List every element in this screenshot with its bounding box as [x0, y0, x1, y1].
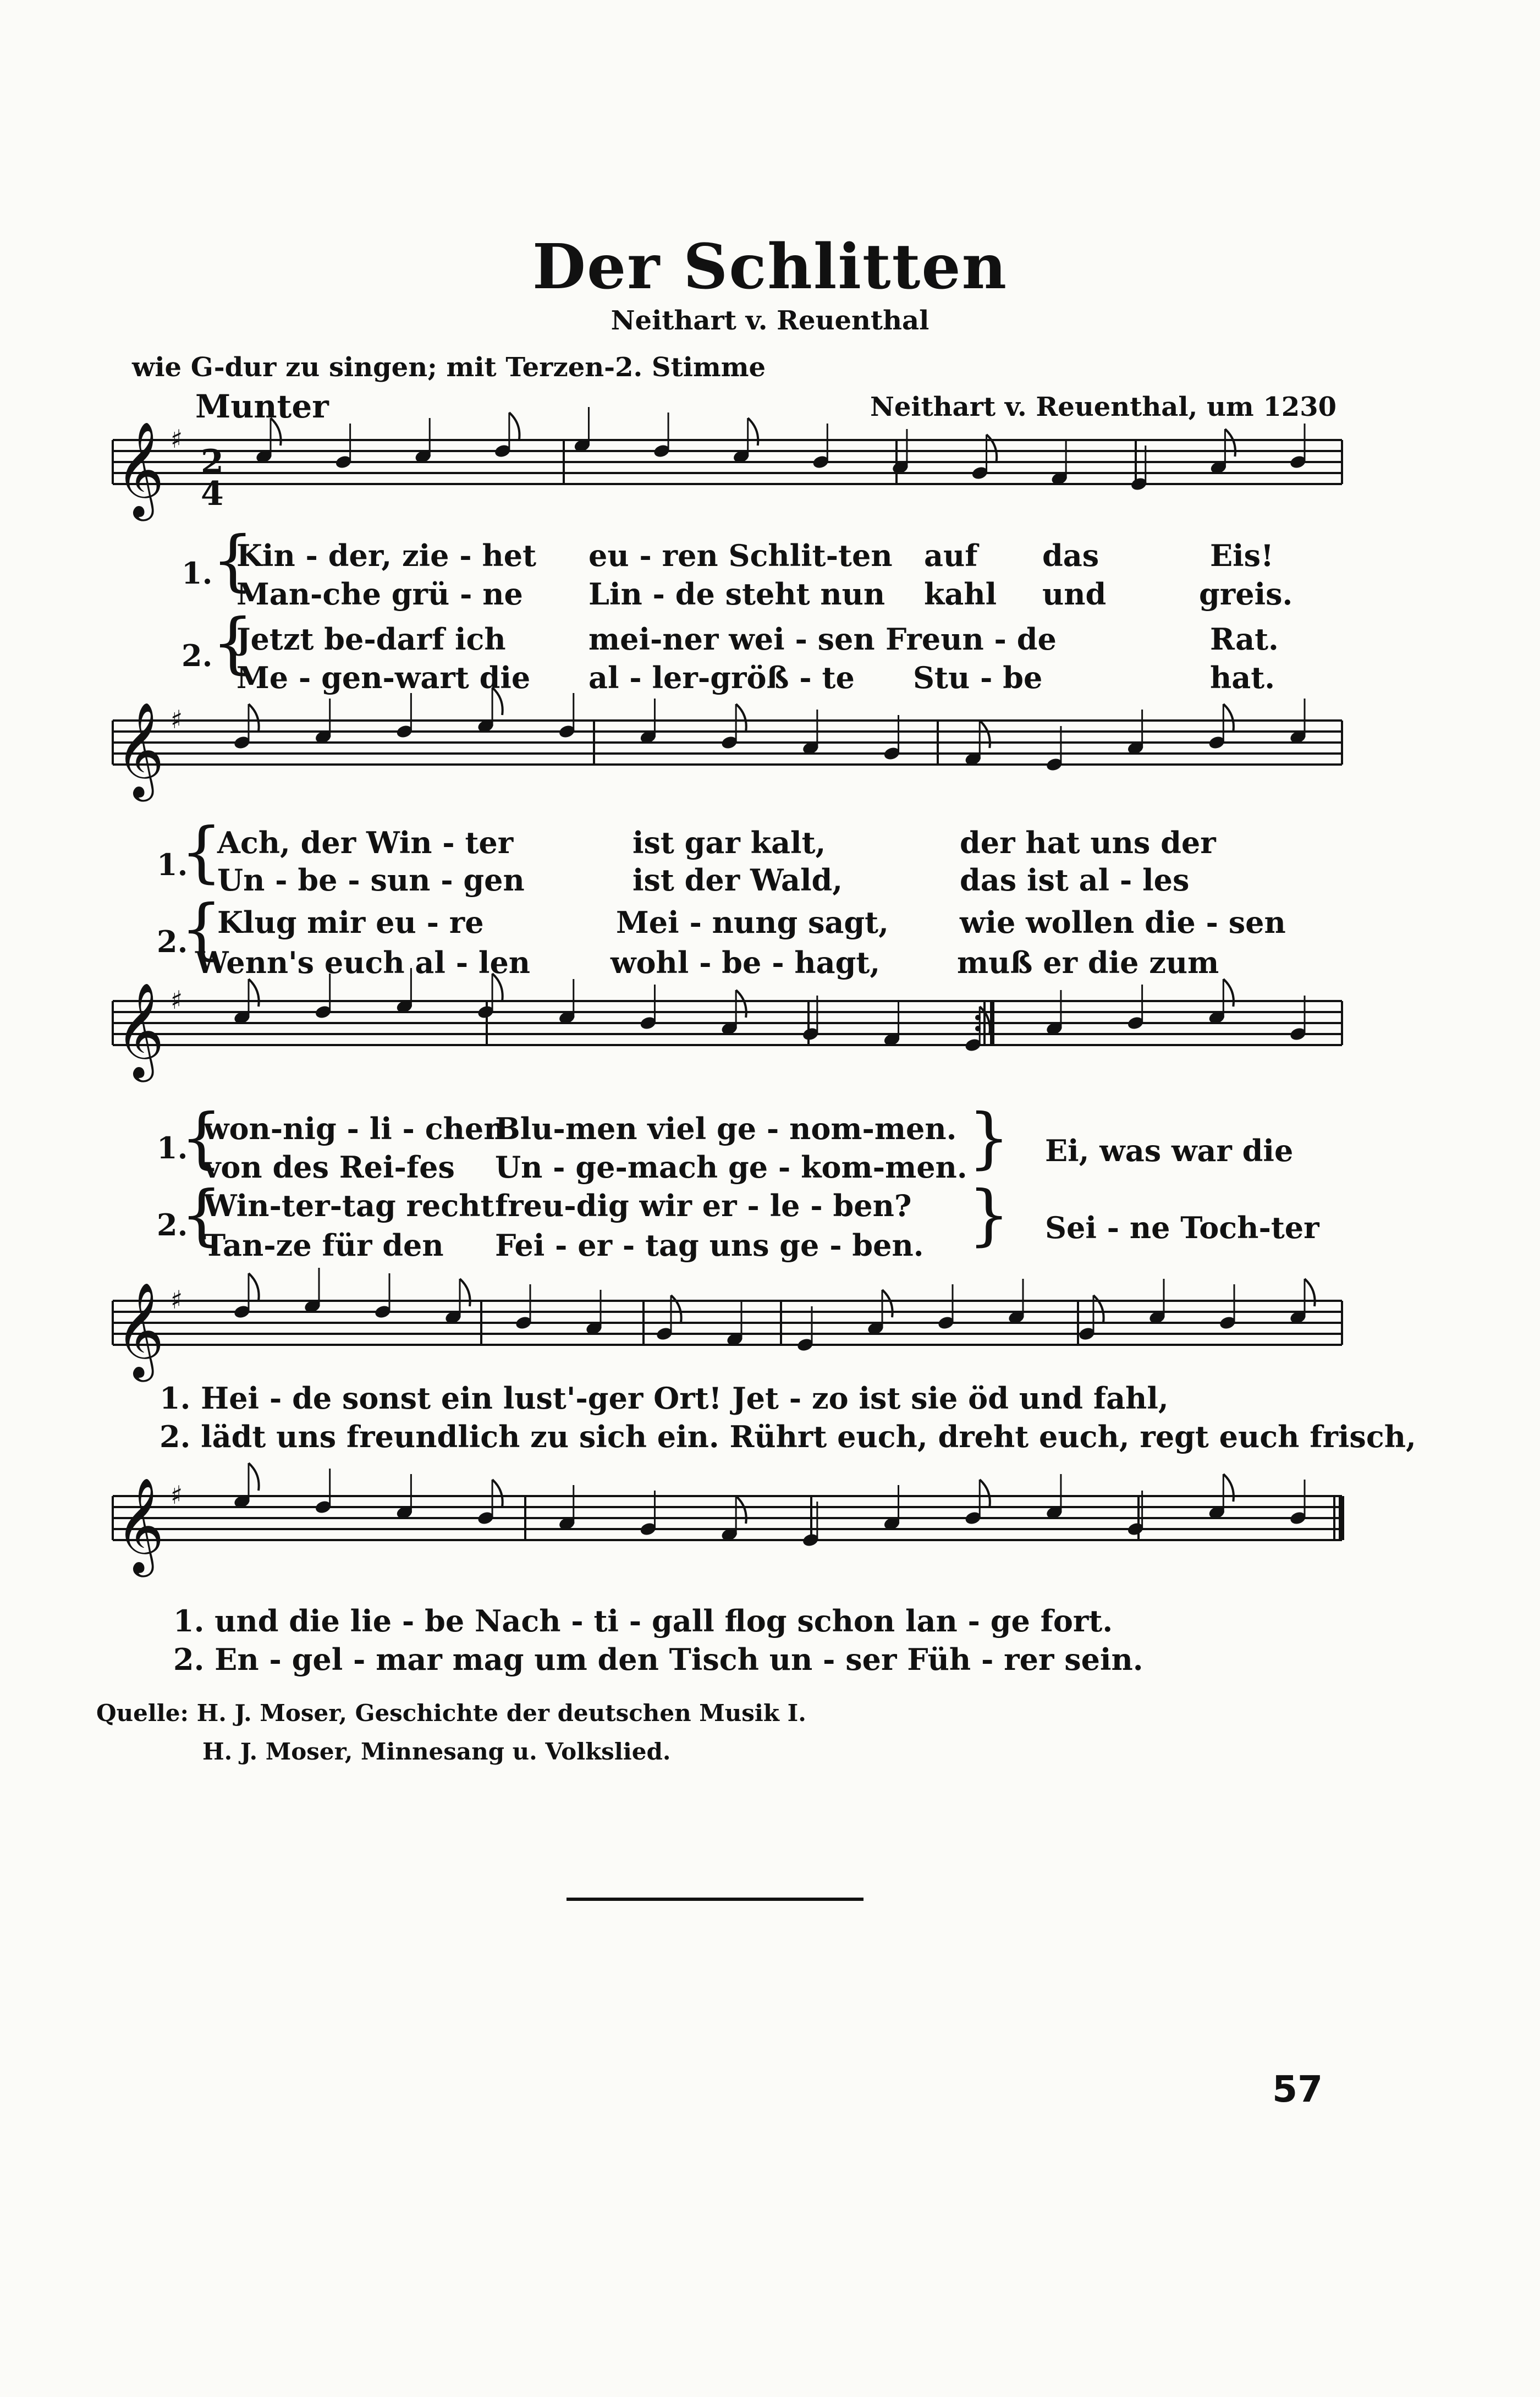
note-flag [980, 1007, 990, 1034]
note-flag [736, 704, 746, 732]
note-flag [736, 1496, 746, 1524]
note-flag [1225, 429, 1235, 457]
lyric-line: Wenn's euch al - len [195, 945, 531, 980]
note-head [891, 460, 909, 475]
note-flag [980, 1480, 990, 1507]
lyric-line: 2. lädt uns freundlich zu sich ein. Rührt euch, dreht euch, regt euch frisch, [160, 1419, 1416, 1454]
note-head [1007, 1310, 1025, 1325]
note-head [721, 1527, 739, 1542]
lyric-line: mei-ner wei - sen [588, 622, 875, 657]
verse-number-1: 1. [182, 556, 213, 591]
note-head [585, 1321, 603, 1336]
time-signature-top: 2 [201, 443, 224, 481]
note-head [883, 746, 901, 761]
performance-note: wie G-dur zu singen; mit Terzen-2. Stimme [132, 352, 766, 383]
lyric-line: eu - ren Schlit-ten [588, 538, 893, 573]
sharp-icon: ♯ [170, 1480, 183, 1510]
note-head [395, 1505, 414, 1520]
lyric-line: Rat. [1210, 622, 1279, 657]
note-head [796, 1337, 814, 1353]
note-head [937, 1315, 955, 1331]
note-head [721, 735, 739, 750]
note-head [573, 438, 591, 453]
note-flag [671, 1295, 681, 1323]
lyric-line: Jetzt be-darf ich [237, 622, 506, 657]
source-citation: H. J. Moser, Minnesang u. Volkslied. [202, 1738, 671, 1765]
lyric-line: ist der Wald, [632, 862, 843, 898]
note-head [655, 1326, 673, 1342]
note-flag [748, 418, 758, 446]
note-head [964, 1037, 982, 1053]
note-head [395, 999, 414, 1014]
lyric-line: Eis! [1210, 538, 1274, 573]
note-head [514, 1315, 532, 1331]
note-head [477, 1004, 495, 1020]
refrain-line: Ei, was war die [1045, 1133, 1294, 1168]
song-subtitle: Neithart v. Reuenthal [610, 305, 930, 336]
note-head [639, 1521, 657, 1537]
note-flag [1223, 979, 1234, 1007]
source-citation: Quelle: H. J. Moser, Geschichte der deutschen Musik I. [96, 1700, 806, 1727]
lyric-line: Me - gen-wart die [237, 660, 531, 695]
verse-number-2: 2. [157, 924, 188, 959]
note-head [1208, 735, 1226, 750]
note-flag [460, 1279, 470, 1306]
note-head [1209, 460, 1228, 475]
verse-brace: } [968, 1177, 1010, 1254]
note-head [1126, 1015, 1145, 1031]
note-head [721, 1021, 739, 1036]
note-head [558, 1516, 576, 1531]
note-head [1289, 1510, 1307, 1526]
refrain-line: Sei - ne Toch-ter [1045, 1210, 1319, 1245]
lyric-line: wohl - be - hagt, [610, 945, 881, 980]
lyric-line: Mei - nung sagt, [616, 905, 889, 940]
note-head [732, 449, 750, 464]
lyric-line: Blu-men viel ge - nom-men. [495, 1111, 957, 1146]
lyric-line: Win-ter-tag recht [204, 1188, 494, 1223]
verse-number-2: 2. [182, 638, 213, 673]
treble-clef-icon: 𝄞 [116, 1477, 164, 1573]
time-signature-bottom: 4 [201, 475, 224, 513]
lyric-line: Un - be - sun - gen [217, 862, 525, 898]
note-head [233, 1304, 251, 1320]
song-title: Der Schlitten [532, 231, 1008, 303]
note-head [314, 729, 332, 745]
note-head [1289, 1026, 1307, 1042]
note-head [255, 449, 273, 464]
lyric-line: won-nig - li - chen [204, 1111, 505, 1146]
verse-number-2: 2. [157, 1207, 188, 1243]
note-head [883, 1032, 901, 1047]
lyric-line: Stu - be [913, 660, 1043, 695]
note-head [1126, 1521, 1145, 1537]
lyric-line: hat. [1210, 660, 1275, 695]
final-barline [1339, 1496, 1344, 1540]
note-head [883, 1516, 901, 1531]
verse-brace: { [180, 814, 223, 890]
lyric-line: greis. [1199, 576, 1293, 612]
note-head [1045, 1505, 1063, 1520]
tempo-marking: Munter [195, 388, 329, 425]
divider-rule [566, 1898, 864, 1901]
note-head [373, 1304, 392, 1320]
note-head [1045, 1021, 1063, 1036]
treble-clef-icon: 𝄞 [116, 702, 164, 798]
note-head [558, 1010, 576, 1025]
verse-brace: { [180, 891, 223, 967]
note-head [477, 1510, 495, 1526]
note-head [812, 454, 830, 470]
treble-clef-icon: 𝄞 [116, 1282, 164, 1378]
lyric-line: von des Rei-fes [204, 1150, 455, 1185]
note-head [1077, 1326, 1096, 1342]
note-head [233, 1010, 251, 1025]
repeat-dot [975, 1015, 981, 1020]
note-head [964, 751, 982, 767]
note-head [801, 1026, 820, 1042]
note-head [1289, 729, 1307, 745]
note-head [233, 735, 251, 750]
note-head [1148, 1310, 1166, 1325]
repeat-barline [990, 1001, 994, 1045]
note-head [801, 740, 820, 756]
lyric-line: muß er die zum [957, 945, 1219, 980]
page-number: 57 [1272, 2068, 1323, 2110]
verse-brace: { [212, 523, 254, 599]
repeat-dot [975, 1026, 981, 1031]
lyric-line: Klug mir eu - re [217, 905, 484, 940]
lyric-line: 2. En - gel - mar mag um den Tisch un - ser Füh - rer sein. [173, 1642, 1143, 1677]
lyric-line: das [1042, 538, 1099, 573]
lyric-line: 1. Hei - de sonst ein lust'-ger Ort! Jet - zo ist sie öd und fahl, [160, 1381, 1169, 1416]
note-flag [1223, 704, 1234, 732]
note-head [1289, 1310, 1307, 1325]
note-flag [1093, 1295, 1104, 1323]
note-flag [249, 1463, 259, 1491]
note-flag [509, 413, 520, 440]
lyric-line: al - ler-größ - te [588, 660, 855, 695]
note-head [1045, 757, 1063, 772]
verse-brace: { [180, 1177, 223, 1254]
note-head [1126, 740, 1145, 756]
note-flag [1223, 1474, 1234, 1502]
note-head [725, 1332, 744, 1347]
lyric-line: ist gar kalt, [632, 825, 826, 860]
note-head [1050, 471, 1069, 486]
lyric-line: Freun - de [886, 622, 1057, 657]
note-flag [980, 721, 990, 748]
lyric-line: Kin - der, zie - het [237, 538, 537, 573]
note-head [558, 724, 576, 739]
note-head [964, 1510, 982, 1526]
note-flag [1305, 1279, 1315, 1306]
verse-number-1: 1. [157, 847, 188, 882]
lyric-line: freu-dig wir er - le - ben? [495, 1188, 912, 1223]
note-head [444, 1310, 462, 1325]
note-head [334, 454, 353, 470]
lyric-line: Tan-ze für den [204, 1228, 444, 1263]
note-flag [987, 435, 997, 462]
note-flag [736, 990, 746, 1018]
note-head [1218, 1315, 1236, 1331]
note-head [1208, 1505, 1226, 1520]
lyric-line: der hat uns der [960, 825, 1216, 860]
lyric-line: Man-che grü - ne [237, 576, 523, 612]
lyric-line: auf [924, 538, 978, 573]
note-head [639, 729, 657, 745]
lyric-line: Un - ge-mach ge - kom-men. [495, 1150, 967, 1185]
note-head [303, 1299, 321, 1314]
sharp-icon: ♯ [170, 705, 183, 734]
lyric-line: 1. und die lie - be Nach - ti - gall flog schon lan - ge fort. [173, 1603, 1113, 1639]
note-head [493, 443, 512, 459]
sharp-icon: ♯ [170, 1285, 183, 1315]
note-head [1289, 454, 1307, 470]
note-flag [882, 1290, 893, 1317]
note-head [414, 449, 432, 464]
sharp-icon: ♯ [170, 985, 183, 1015]
lyric-line: das ist al - les [960, 862, 1190, 898]
note-head [866, 1321, 884, 1336]
sharp-icon: ♯ [170, 424, 183, 454]
note-head [801, 1532, 820, 1548]
note-head [395, 724, 414, 739]
lyric-line: und [1042, 576, 1107, 612]
note-head [1130, 476, 1148, 492]
lyric-line: Lin - de steht nun [588, 576, 886, 612]
note-head [639, 1015, 657, 1031]
note-flag [249, 979, 259, 1007]
note-head [1208, 1010, 1226, 1025]
verse-number-1: 1. [157, 1130, 188, 1165]
treble-clef-icon: 𝄞 [116, 421, 164, 517]
note-flag [249, 1273, 259, 1301]
composer-credit: Neithart v. Reuenthal, um 1230 [870, 392, 1336, 422]
note-head [971, 465, 989, 481]
note-flag [249, 704, 259, 732]
verse-brace: } [968, 1100, 1010, 1176]
note-head [314, 1004, 332, 1020]
treble-clef-icon: 𝄞 [116, 982, 164, 1078]
note-head [653, 443, 671, 459]
note-flag [492, 1480, 503, 1507]
lyric-line: wie wollen die - sen [960, 905, 1286, 940]
note-head [477, 718, 495, 734]
lyric-line: kahl [924, 576, 997, 612]
lyric-line: Fei - er - tag uns ge - ben. [495, 1228, 924, 1263]
note-head [314, 1499, 332, 1515]
note-head [233, 1494, 251, 1509]
verse-brace: { [212, 605, 254, 681]
lyric-line: Ach, der Win - ter [217, 825, 514, 860]
verse-brace: { [180, 1100, 223, 1176]
